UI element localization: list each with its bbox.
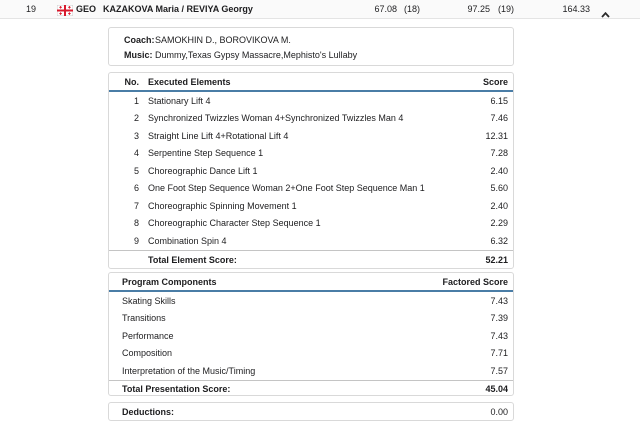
executed-elements-panel bbox=[108, 72, 514, 269]
element-name: Stationary Lift 4 bbox=[148, 95, 211, 106]
components-rows bbox=[109, 292, 513, 380]
element-name: One Foot Step Sequence Woman 2+One Foot Step Sequence Man 1 bbox=[148, 183, 425, 194]
nation-code: GEO bbox=[76, 4, 97, 14]
col-header-no: No. bbox=[124, 76, 139, 87]
element-row bbox=[109, 92, 513, 110]
element-score: 7.46 bbox=[490, 113, 508, 124]
technical-score: 67.08 bbox=[374, 4, 397, 14]
element-row bbox=[109, 127, 513, 145]
elements-rows bbox=[109, 92, 513, 250]
component-row bbox=[109, 345, 513, 363]
music-label: Music: bbox=[124, 49, 153, 60]
col-header-factored-score: Factored Score bbox=[442, 276, 508, 287]
coach-row bbox=[109, 32, 513, 47]
total-presentation-score-row bbox=[109, 380, 513, 398]
element-row bbox=[109, 162, 513, 180]
component-name: Performance bbox=[122, 330, 174, 341]
total-score: 164.33 bbox=[562, 4, 590, 14]
component-score: 7.43 bbox=[490, 295, 508, 306]
total-element-score-row bbox=[109, 250, 513, 269]
element-number: 1 bbox=[133, 95, 139, 106]
element-number: 9 bbox=[133, 235, 139, 246]
collapse-chevron-up-icon[interactable] bbox=[601, 6, 610, 24]
component-score: 7.57 bbox=[490, 365, 508, 376]
element-name: Synchronized Twizzles Woman 4+Synchronized Twizzles Man 4 bbox=[148, 113, 404, 124]
rank: 19 bbox=[25, 4, 36, 14]
skater-names: KAZAKOVA Maria / REVIYA Georgy bbox=[103, 4, 253, 14]
total-presentation-score-value: 45.04 bbox=[485, 384, 508, 394]
element-name: Choreographic Spinning Movement 1 bbox=[148, 200, 297, 211]
element-score: 2.40 bbox=[490, 200, 508, 211]
element-row bbox=[109, 110, 513, 128]
element-row bbox=[109, 232, 513, 250]
component-name: Composition bbox=[122, 348, 173, 359]
element-score: 12.31 bbox=[485, 130, 508, 141]
col-header-executed-elements: Executed Elements bbox=[148, 76, 231, 87]
technical-score-rank: (18) bbox=[404, 4, 421, 14]
col-header-program-components: Program Components bbox=[122, 276, 217, 287]
component-name: Transitions bbox=[122, 313, 166, 324]
element-score: 7.28 bbox=[490, 148, 508, 159]
program-components-panel bbox=[108, 272, 514, 396]
component-name: Skating Skills bbox=[122, 295, 176, 306]
coach-value: SAMOKHIN D., BOROVIKOVA M. bbox=[155, 34, 291, 45]
component-row bbox=[109, 310, 513, 328]
element-number: 6 bbox=[133, 183, 139, 194]
element-row bbox=[109, 215, 513, 233]
col-header-score: Score bbox=[482, 76, 508, 87]
coach-label: Coach: bbox=[124, 34, 155, 45]
element-number: 4 bbox=[133, 148, 139, 159]
music-row bbox=[109, 47, 513, 62]
georgia-flag-icon bbox=[57, 4, 73, 22]
element-score: 6.32 bbox=[490, 235, 508, 246]
component-row bbox=[109, 292, 513, 310]
components-score: 97.25 bbox=[467, 4, 490, 14]
deductions-panel bbox=[108, 402, 514, 421]
component-score: 7.43 bbox=[490, 330, 508, 341]
component-name: Interpretation of the Music/Timing bbox=[122, 365, 256, 376]
coach-music-panel bbox=[108, 27, 514, 66]
total-element-score-label: Total Element Score: bbox=[148, 254, 237, 265]
component-row bbox=[109, 327, 513, 345]
components-score-rank: (19) bbox=[498, 4, 515, 14]
element-number: 7 bbox=[133, 200, 139, 211]
element-name: Combination Spin 4 bbox=[148, 235, 227, 246]
element-name: Serpentine Step Sequence 1 bbox=[148, 148, 264, 159]
music-value: Dummy,Texas Gypsy Massacre,Mephisto's Lullaby bbox=[155, 49, 358, 60]
deductions-value: 0.00 bbox=[490, 406, 508, 417]
components-table-header bbox=[109, 273, 513, 292]
element-score: 2.40 bbox=[490, 165, 508, 176]
component-score: 7.71 bbox=[490, 348, 508, 359]
component-row bbox=[109, 362, 513, 380]
deductions-label: Deductions: bbox=[122, 406, 175, 417]
result-row-header[interactable] bbox=[0, 0, 640, 19]
element-score: 6.15 bbox=[490, 95, 508, 106]
element-name: Straight Line Lift 4+Rotational Lift 4 bbox=[148, 130, 289, 141]
element-number: 2 bbox=[133, 113, 139, 124]
element-score: 5.60 bbox=[490, 183, 508, 194]
total-element-score-value: 52.21 bbox=[485, 254, 508, 265]
element-score: 2.29 bbox=[490, 218, 508, 229]
component-score: 7.39 bbox=[490, 313, 508, 324]
elements-table-header bbox=[109, 73, 513, 92]
element-name: Choreographic Character Step Sequence 1 bbox=[148, 218, 321, 229]
element-number: 3 bbox=[133, 130, 139, 141]
element-row bbox=[109, 145, 513, 163]
element-number: 8 bbox=[133, 218, 139, 229]
total-presentation-score-label: Total Presentation Score: bbox=[122, 384, 231, 394]
element-row bbox=[109, 180, 513, 198]
element-name: Choreographic Dance Lift 1 bbox=[148, 165, 258, 176]
element-number: 5 bbox=[133, 165, 139, 176]
element-row bbox=[109, 197, 513, 215]
